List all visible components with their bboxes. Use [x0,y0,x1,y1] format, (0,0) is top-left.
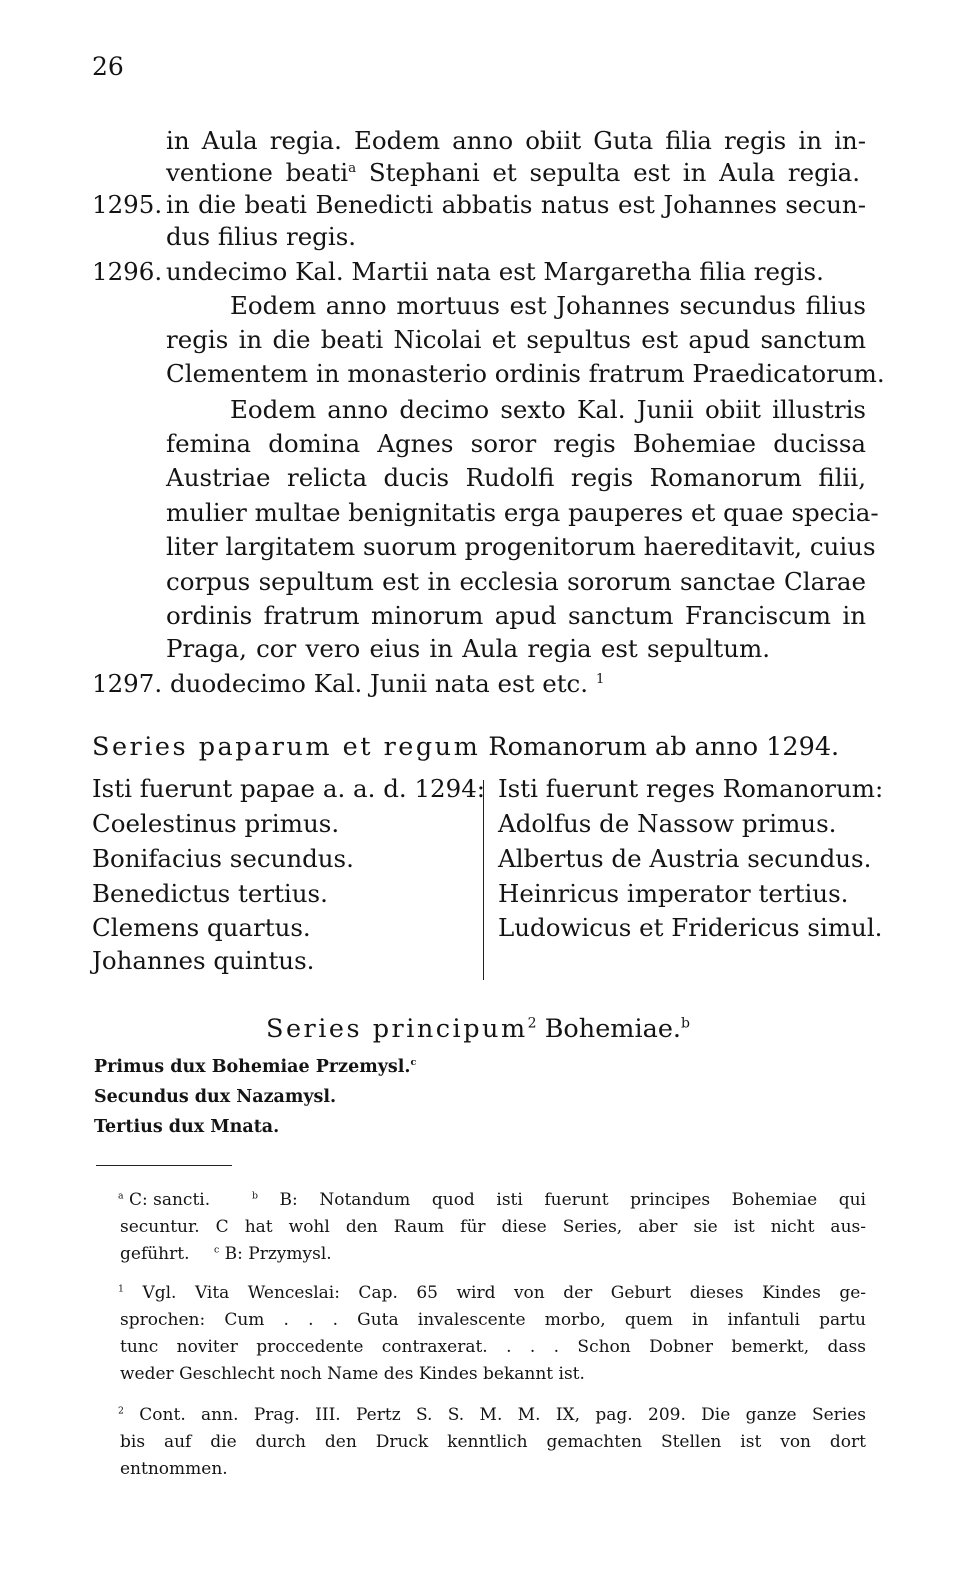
text-line: dus filius regis. [166,222,357,251]
pope-item: Bonifacius secundus. [92,844,354,873]
footnote-1-cont: weder Geschlecht noch Name des Kindes bekannt ist. [120,1364,585,1384]
column-divider [483,780,484,980]
text-line: regis in die beati Nicolai et sepultus est apud sanctum [166,325,866,354]
king-item: Adolfus de Nassow primus. [498,809,837,838]
popes-header: Isti fuerunt papae a. a. d. 1294: [92,774,486,803]
year-label: 1296. [92,257,163,286]
footnote-marker: 1 [595,670,605,687]
footnote-rule [96,1165,232,1166]
text-line: ordinis fratrum minorum apud sanctum Franciscum in [166,601,866,630]
footnote-b: $^b$ B: Notandum quod isti fuerunt principes Bohemiae qui [252,1190,866,1210]
kings-header: Isti fuerunt reges Romanorum: [498,774,884,803]
text-line: in Aula regia. Eodem anno obiit Guta filia regis in in- [166,126,866,155]
text-line: duodecimo Kal. Junii nata est etc. $^1$ [170,669,605,698]
footnote-1-cont: tunc noviter proccedente contraxerat. . . . Schon Dobner bemerkt, dass [120,1337,866,1357]
text-line: in die beati Benedicti abbatis natus est Johannes secun- [166,190,866,219]
footnote-2-cont: bis auf die durch den Druck kenntlich gemachten Stellen ist von dort [120,1432,866,1452]
footnote-a: $^a$ C: sancti. [118,1190,211,1210]
footnote-marker: 2 [527,1015,537,1032]
page-number: 26 [92,52,124,81]
principes-title: Series principum$^2$ Bohemiae.$^b$ [266,1014,691,1044]
text-line: mulier multae benignitatis erga pauperes et quae specia- [166,498,879,527]
pope-item: Benedictus tertius. [92,879,328,908]
principes-line: Primus dux Bohemiae Przemysl.$^c$ [94,1057,417,1077]
king-item: Ludowicus et Fridericus simul. [498,913,883,942]
pope-item: Johannes quintus. [92,946,315,975]
footnote-b-cont: secuntur. C hat wohl den Raum für diese Series, aber sie ist nicht aus- [120,1217,866,1237]
king-item: Albertus de Austria secundus. [498,844,872,873]
footnote-2-cont: entnommen. [120,1459,228,1479]
text-line: femina domina Agnes soror regis Bohemiae ducissa [166,429,866,458]
text-line: corpus sepultum est in ecclesia sororum sanctae Clarae [166,567,866,596]
year-label: 1297. [92,669,163,698]
text-line: Austriae relicta ducis Rudolfi regis Romanorum filii, [166,463,866,492]
text-line: Eodem anno decimo sexto Kal. Junii obiit illustris [230,395,866,424]
text-line: undecimo Kal. Martii nata est Margaretha filia regis. [166,257,824,286]
footnote-marker: b [681,1015,691,1032]
principes-line: Secundus dux Nazamysl. [94,1087,337,1107]
text-line: Eodem anno mortuus est Johannes secundus filius [230,291,866,320]
footnote-1: $^1$ Vgl. Vita Wenceslai: Cap. 65 wird von der Geburt dieses Kindes ge- [118,1283,867,1303]
footnote-2: $^2$ Cont. ann. Prag. III. Pertz S. S. M. M. IX, pag. 209. Die ganze Series [118,1405,867,1425]
series-title: Series paparum et regum Romanorum ab anno 1294. [92,732,840,762]
footnote-marker: a [348,159,357,176]
text-line: liter largitatem suorum progenitorum haereditavit, cuius [166,532,876,561]
king-item: Heinricus imperator tertius. [498,879,849,908]
footnote-c: $^c$ B: Przymysl. [214,1244,332,1264]
text-line: ventione beati$^a$ Stephani et sepulta est in Aula regia. [166,158,860,187]
text-line: Clementem in monasterio ordinis fratrum Praedicatorum. [166,359,885,388]
year-label: 1295. [92,190,163,219]
principes-line: Tertius dux Mnata. [94,1117,280,1137]
footnote-1-cont: sprochen: Cum . . . Guta invalescente morbo, quem in infantuli partu [120,1310,866,1330]
pope-item: Coelestinus primus. [92,809,340,838]
footnote-b-cont: geführt. [120,1244,190,1264]
pope-item: Clemens quartus. [92,913,311,942]
footnote-marker: c [410,1057,417,1069]
text-line: Praga, cor vero eius in Aula regia est sepultum. [166,634,770,663]
